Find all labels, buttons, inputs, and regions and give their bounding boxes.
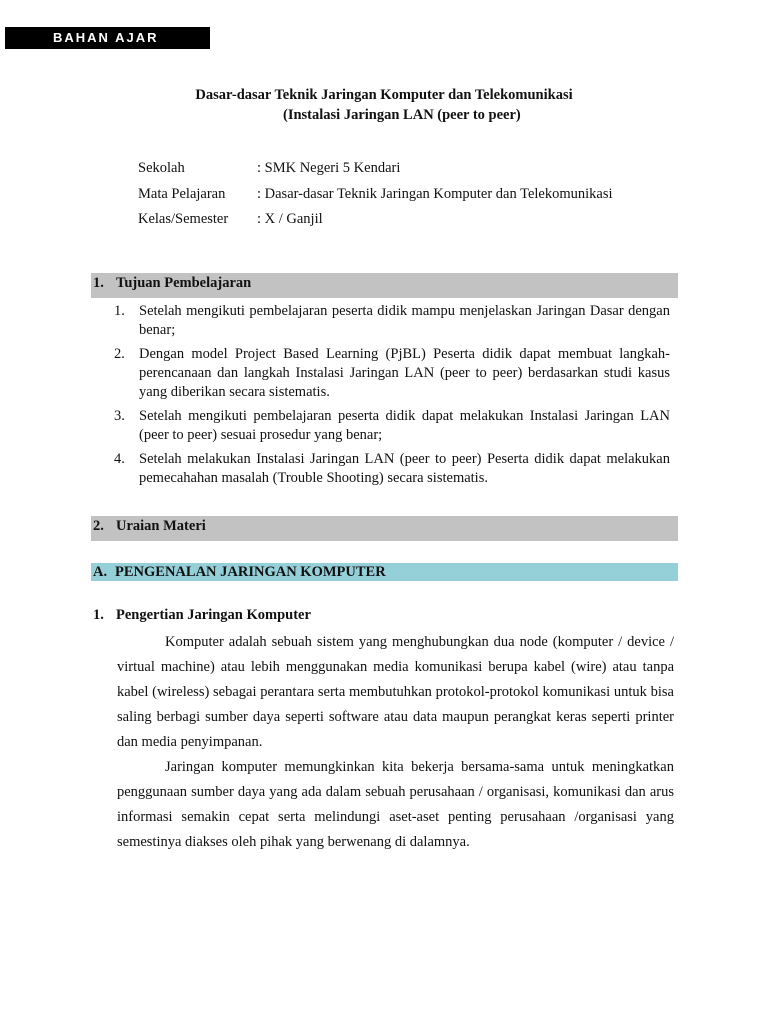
section-title: Uraian Materi	[116, 518, 206, 534]
objective-text: Setelah mengikuti pembelajaran peserta didik mampu menjelaskan Jaringan Dasar dengan benar;	[139, 303, 670, 338]
objective-text: Setelah melakukan Instalasi Jaringan LAN (peer to peer) Peserta didik dapat melakukan pemecahahan masalah (Trouble Shooting) secara sistematis.	[139, 451, 670, 486]
objective-item	[114, 407, 670, 445]
meta-value-class: : X / Ganjil	[257, 211, 323, 227]
topic-title: Pengertian Jaringan Komputer	[116, 607, 311, 623]
section-heading-material	[91, 516, 678, 541]
topic-number: 1.	[93, 607, 104, 623]
document-title: Dasar-dasar Teknik Jaringan Komputer dan Telekomunikasi	[195, 87, 573, 103]
objective-number: 3.	[114, 408, 125, 424]
section-number: 2.	[93, 518, 104, 534]
objectives-list	[114, 302, 670, 493]
meta-label-class: Kelas/Semester	[138, 211, 229, 227]
subsection-letter: A.	[93, 564, 108, 580]
objective-item	[114, 345, 670, 402]
objective-item	[114, 450, 670, 488]
meta-label-subject: Mata Pelajaran	[138, 186, 226, 202]
objective-number: 4.	[114, 451, 125, 467]
body-paragraph: Komputer adalah sebuah sistem yang menghubungkan dua node (komputer / device / virtual machine) atau lebih menggunakan media komunikasi berupa kabel (wire) atau tanpa kabel (wireless) sebagai perantara serta membutuhkan protokol-protokol komunikasi untuk bisa saling berbagi sumber daya seperti software atau data maupun perangkat keras seperti printer dan media penyimpanan.	[117, 634, 674, 750]
objective-number: 1.	[114, 303, 125, 319]
document-type-badge: BAHAN AJAR	[5, 27, 210, 49]
subsection-title: PENGENALAN JARINGAN KOMPUTER	[115, 564, 386, 580]
objective-text: Setelah mengikuti pembelajaran peserta didik dapat melakukan Instalasi Jaringan LAN (peer to peer) sesuai prosedur yang benar;	[139, 408, 670, 443]
meta-value-school: : SMK Negeri 5 Kendari	[257, 160, 401, 176]
topic-heading	[93, 607, 311, 624]
section-title: Tujuan Pembelajaran	[116, 275, 252, 291]
body-paragraph: Jaringan komputer memungkinkan kita bekerja bersama-sama untuk meningkatkan penggunaan sumber daya yang ada dalam sebuah perusahaan / organisasi, komunikasi dan arus informasi semakin cepat serta melindungi aset-aset penting perusahaan /organisasi yang semestinya diakses oleh pihak yang berwenang di dalamnya.	[117, 759, 674, 850]
section-number: 1.	[93, 275, 104, 291]
meta-value-subject: : Dasar-dasar Teknik Jaringan Komputer dan Telekomunikasi	[257, 186, 613, 202]
meta-label-school: Sekolah	[138, 160, 185, 176]
document-subtitle: (Instalasi Jaringan LAN (peer to peer)	[283, 107, 521, 123]
objective-number: 2.	[114, 346, 125, 362]
objective-item	[114, 302, 670, 340]
section-heading-objectives	[91, 273, 678, 298]
objective-text: Dengan model Project Based Learning (PjBL) Peserta didik dapat membuat langkah-perencanaan dan langkah Instalasi Jaringan LAN (peer to peer) berdasarkan studi kasus yang diberikan secara sistematis.	[139, 346, 670, 400]
subsection-heading-a	[91, 563, 678, 581]
